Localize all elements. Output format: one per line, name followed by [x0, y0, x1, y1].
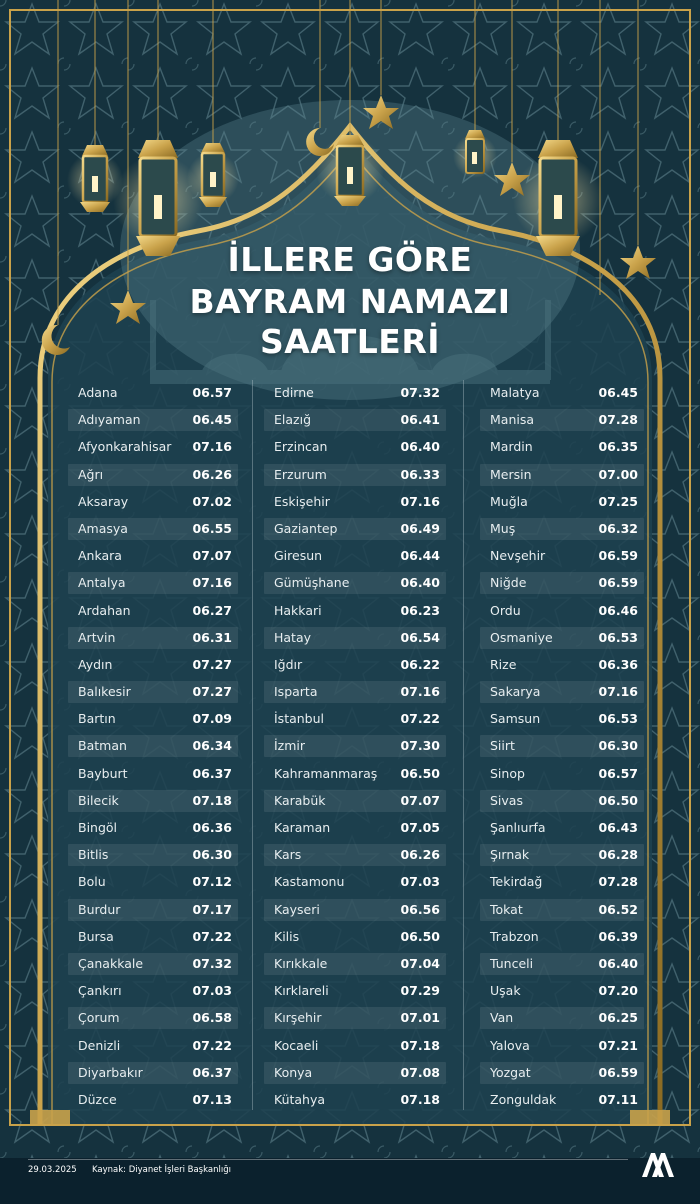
city-name: Kırklareli [274, 983, 329, 999]
city-name: Adıyaman [78, 412, 141, 428]
city-name: Gümüşhane [274, 575, 350, 591]
prayer-time: 07.22 [192, 928, 232, 944]
prayer-time: 07.16 [192, 575, 232, 591]
prayer-time: 06.25 [598, 1010, 638, 1026]
city-row [68, 681, 238, 703]
city-row [264, 1062, 446, 1084]
city-row [480, 681, 644, 703]
city-row [480, 382, 644, 404]
source-credit: Kaynak: Diyanet İşleri Başkanlığı [92, 1165, 231, 1175]
city-name: Mersin [490, 466, 532, 482]
city-name: Sakarya [490, 684, 541, 700]
city-row [264, 600, 446, 622]
prayer-time: 07.07 [400, 792, 440, 808]
prayer-time: 06.26 [400, 847, 440, 863]
prayer-time: 06.40 [400, 439, 440, 455]
city-row [264, 436, 446, 458]
city-row [264, 382, 446, 404]
prayer-time: 06.34 [192, 738, 232, 754]
city-name: Siirt [490, 738, 515, 754]
city-row [68, 572, 238, 594]
city-name: Rize [490, 656, 517, 672]
prayer-time: 06.52 [598, 901, 638, 917]
prayer-time: 07.02 [192, 493, 232, 509]
prayer-time: 06.57 [598, 765, 638, 781]
city-name: Erzincan [274, 439, 328, 455]
city-row [68, 817, 238, 839]
city-name: Gaziantep [274, 520, 338, 536]
city-row [480, 899, 644, 921]
city-name: Giresun [274, 548, 323, 564]
prayer-time: 06.23 [400, 602, 440, 618]
city-row [264, 627, 446, 649]
city-name: Bolu [78, 874, 106, 890]
city-row [264, 735, 446, 757]
city-row [264, 1035, 446, 1057]
city-column-3 [480, 382, 644, 1116]
prayer-time: 06.37 [192, 1064, 232, 1080]
city-name: Artvin [78, 629, 116, 645]
city-row [480, 1035, 644, 1057]
city-row [480, 545, 644, 567]
prayer-time: 06.57 [192, 385, 232, 400]
city-name: Muş [490, 520, 516, 536]
city-name: Kırşehir [274, 1010, 322, 1026]
city-name: Ardahan [78, 602, 131, 618]
city-name: Sinop [490, 765, 525, 781]
city-row [480, 464, 644, 486]
prayer-time: 07.16 [400, 684, 440, 700]
city-row [68, 1089, 238, 1111]
prayer-time: 07.11 [598, 1091, 638, 1107]
city-row [480, 708, 644, 730]
prayer-time: 06.45 [598, 385, 638, 400]
city-name: Bartın [78, 711, 116, 727]
prayer-time: 07.09 [192, 711, 232, 727]
title-line-1: İLLERE GÖRE [227, 240, 473, 279]
city-row [264, 654, 446, 676]
city-name: Trabzon [490, 928, 539, 944]
city-name: İstanbul [274, 711, 325, 727]
prayer-time: 07.17 [192, 901, 232, 917]
prayer-time: 07.32 [192, 955, 232, 971]
city-row [68, 899, 238, 921]
prayer-time: 06.39 [598, 928, 638, 944]
city-row [264, 763, 446, 785]
prayer-time: 06.36 [598, 656, 638, 672]
city-name: Hakkari [274, 602, 322, 618]
aa-logo-icon [640, 1149, 674, 1179]
city-row [68, 708, 238, 730]
city-column-2 [264, 382, 446, 1116]
prayer-time: 06.53 [598, 711, 638, 727]
prayer-time: 07.16 [598, 684, 638, 700]
city-name: Edirne [274, 385, 314, 400]
city-row [264, 518, 446, 540]
city-name: Çanakkale [78, 955, 144, 971]
column-divider [252, 380, 253, 1110]
city-name: Konya [274, 1064, 313, 1080]
prayer-time: 06.56 [400, 901, 440, 917]
prayer-time: 06.45 [192, 412, 232, 428]
city-row [264, 980, 446, 1002]
city-row [480, 926, 644, 948]
prayer-time: 07.27 [192, 684, 232, 700]
prayer-time: 07.29 [400, 983, 440, 999]
city-name: Hatay [274, 629, 312, 645]
prayer-time: 07.00 [598, 466, 638, 482]
city-row [264, 681, 446, 703]
prayer-time: 07.03 [192, 983, 232, 999]
prayer-time: 07.12 [192, 874, 232, 890]
city-row [480, 790, 644, 812]
prayer-time: 07.01 [400, 1010, 440, 1026]
city-name: Afyonkarahisar [78, 439, 172, 455]
city-row [68, 464, 238, 486]
city-row [68, 491, 238, 513]
city-name: Kahramanmaraş [274, 765, 378, 781]
city-name: Karaman [274, 820, 331, 835]
city-row [480, 600, 644, 622]
city-name: Denizli [78, 1037, 121, 1053]
city-name: Batman [78, 738, 127, 754]
prayer-time: 06.33 [400, 466, 440, 482]
prayer-time: 07.18 [192, 792, 232, 808]
city-name: Kayseri [274, 901, 320, 917]
city-row [264, 708, 446, 730]
city-name: Kırıkkale [274, 955, 328, 971]
prayer-time: 07.16 [400, 493, 440, 509]
city-name: Bitlis [78, 847, 109, 863]
prayer-time: 07.18 [400, 1091, 440, 1107]
city-name: Bursa [78, 928, 114, 944]
city-name: Eskişehir [274, 493, 330, 509]
prayer-time: 06.54 [400, 629, 440, 645]
prayer-time: 06.53 [598, 629, 638, 645]
prayer-time: 07.25 [598, 493, 638, 509]
city-name: Tekirdağ [490, 874, 543, 890]
city-row [68, 1007, 238, 1029]
city-name: Nevşehir [490, 548, 546, 564]
city-row [264, 409, 446, 431]
city-name: Sivas [490, 792, 523, 808]
city-row [68, 627, 238, 649]
prayer-time: 06.36 [192, 820, 232, 835]
city-row [480, 953, 644, 975]
city-name: İzmir [274, 738, 306, 754]
city-name: Yalova [490, 1037, 530, 1053]
city-row [264, 844, 446, 866]
city-row [480, 763, 644, 785]
city-row [480, 491, 644, 513]
city-row [68, 844, 238, 866]
city-row [480, 1089, 644, 1111]
city-row [480, 654, 644, 676]
city-row [68, 735, 238, 757]
prayer-time: 07.20 [598, 983, 638, 999]
city-row [264, 817, 446, 839]
city-row [264, 464, 446, 486]
city-name: Tunceli [490, 955, 534, 971]
city-name: Muğla [490, 493, 528, 509]
prayer-time: 07.04 [400, 955, 440, 971]
prayer-time: 06.50 [400, 765, 440, 781]
prayer-time: 06.37 [192, 765, 232, 781]
city-row [68, 790, 238, 812]
city-name: Manisa [490, 412, 535, 428]
city-name: Isparta [274, 684, 318, 700]
city-name: Bingöl [78, 820, 118, 835]
city-name: Çorum [78, 1010, 120, 1026]
prayer-time: 07.22 [192, 1037, 232, 1053]
city-name: Malatya [490, 385, 540, 400]
city-name: Adana [78, 385, 118, 400]
city-row [68, 926, 238, 948]
city-row [264, 572, 446, 594]
city-name: Erzurum [274, 466, 327, 482]
prayer-time: 06.44 [400, 548, 440, 564]
prayer-time: 07.08 [400, 1064, 440, 1080]
city-name: Çankırı [78, 983, 122, 999]
title-line-2: BAYRAM NAMAZI [189, 282, 511, 321]
city-name: Niğde [490, 575, 527, 591]
prayer-time: 06.41 [400, 412, 440, 428]
city-row [264, 1089, 446, 1111]
prayer-time: 06.58 [192, 1010, 232, 1026]
city-name: Kocaeli [274, 1037, 319, 1053]
prayer-time: 07.32 [400, 385, 440, 400]
city-name: Şanlıurfa [490, 820, 546, 835]
city-row [68, 980, 238, 1002]
city-row [264, 871, 446, 893]
city-name: Burdur [78, 901, 121, 917]
city-row [68, 953, 238, 975]
city-name: Mardin [490, 439, 533, 455]
city-name: Kütahya [274, 1091, 326, 1107]
city-name: Diyarbakır [78, 1064, 143, 1080]
city-name: Iğdır [274, 656, 303, 672]
city-row [68, 382, 238, 404]
city-row [480, 1062, 644, 1084]
prayer-time: 06.27 [192, 602, 232, 618]
prayer-time: 06.40 [598, 955, 638, 971]
city-row [480, 817, 644, 839]
prayer-time: 07.05 [400, 820, 440, 835]
prayer-time: 06.46 [598, 602, 638, 618]
column-divider [463, 380, 464, 1110]
prayer-time: 06.30 [192, 847, 232, 863]
city-name: Aksaray [78, 493, 129, 509]
prayer-time: 06.55 [192, 520, 232, 536]
city-name: Bilecik [78, 792, 119, 808]
prayer-time: 06.59 [598, 575, 638, 591]
city-row [480, 627, 644, 649]
city-name: Tokat [490, 901, 523, 917]
prayer-time: 06.32 [598, 520, 638, 536]
city-row [68, 600, 238, 622]
city-name: Amasya [78, 520, 128, 536]
city-name: Van [490, 1010, 514, 1026]
city-row [264, 1007, 446, 1029]
prayer-time: 06.59 [598, 548, 638, 564]
city-row [264, 953, 446, 975]
city-row [480, 844, 644, 866]
prayer-time: 07.27 [192, 656, 232, 672]
city-name: Kastamonu [274, 874, 345, 890]
city-name: Balıkesir [78, 684, 131, 700]
city-row [264, 491, 446, 513]
city-row [480, 735, 644, 757]
prayer-time: 07.28 [598, 874, 638, 890]
prayer-time: 07.21 [598, 1037, 638, 1053]
prayer-time: 06.40 [400, 575, 440, 591]
city-row [480, 572, 644, 594]
prayer-time: 07.30 [400, 738, 440, 754]
city-row [264, 899, 446, 921]
prayer-time: 06.50 [400, 928, 440, 944]
prayer-time: 06.26 [192, 466, 232, 482]
prayer-time: 07.22 [400, 711, 440, 727]
prayer-time: 07.07 [192, 548, 232, 564]
city-row [68, 871, 238, 893]
city-row [68, 763, 238, 785]
prayer-time: 06.28 [598, 847, 638, 863]
city-name: Ankara [78, 548, 122, 564]
city-name: Şırnak [490, 847, 530, 863]
prayer-time: 06.49 [400, 520, 440, 536]
title-line-3: SAATLERİ [259, 322, 441, 361]
city-row [480, 871, 644, 893]
prayer-time: 06.59 [598, 1064, 638, 1080]
city-row [264, 790, 446, 812]
city-name: Karabük [274, 792, 326, 808]
prayer-time: 07.03 [400, 874, 440, 890]
city-row [68, 545, 238, 567]
city-name: Yozgat [490, 1064, 531, 1080]
city-name: Uşak [490, 983, 521, 999]
prayer-time: 07.16 [192, 439, 232, 455]
city-name: Kilis [274, 928, 300, 944]
city-row [264, 545, 446, 567]
city-row [480, 436, 644, 458]
prayer-time: 07.13 [192, 1091, 232, 1107]
city-name: Osmaniye [490, 629, 553, 645]
city-column-1 [68, 382, 238, 1116]
city-name: Kars [274, 847, 302, 863]
city-name: Ağrı [78, 466, 104, 482]
prayer-time: 06.50 [598, 792, 638, 808]
prayer-time: 06.35 [598, 439, 638, 455]
prayer-time: 07.18 [400, 1037, 440, 1053]
city-row [480, 1007, 644, 1029]
publish-date: 29.03.2025 [28, 1165, 77, 1175]
city-row [68, 409, 238, 431]
city-name: Bayburt [78, 765, 128, 781]
city-name: Aydın [78, 656, 113, 672]
city-row [480, 409, 644, 431]
city-row [480, 518, 644, 540]
city-row [264, 926, 446, 948]
prayer-time: 07.28 [598, 412, 638, 428]
prayer-time: 06.31 [192, 629, 232, 645]
prayer-time: 06.30 [598, 738, 638, 754]
city-name: Ordu [490, 602, 521, 618]
city-name: Düzce [78, 1091, 117, 1107]
city-name: Samsun [490, 711, 541, 727]
city-row [480, 980, 644, 1002]
prayer-time: 06.22 [400, 656, 440, 672]
city-row [68, 654, 238, 676]
city-row [68, 1062, 238, 1084]
city-row [68, 436, 238, 458]
city-name: Zonguldak [490, 1091, 557, 1107]
city-name: Elazığ [274, 412, 311, 428]
footer-divider [28, 1159, 628, 1160]
city-name: Antalya [78, 575, 126, 591]
city-row [68, 518, 238, 540]
prayer-time: 06.43 [598, 820, 638, 835]
city-row [68, 1035, 238, 1057]
